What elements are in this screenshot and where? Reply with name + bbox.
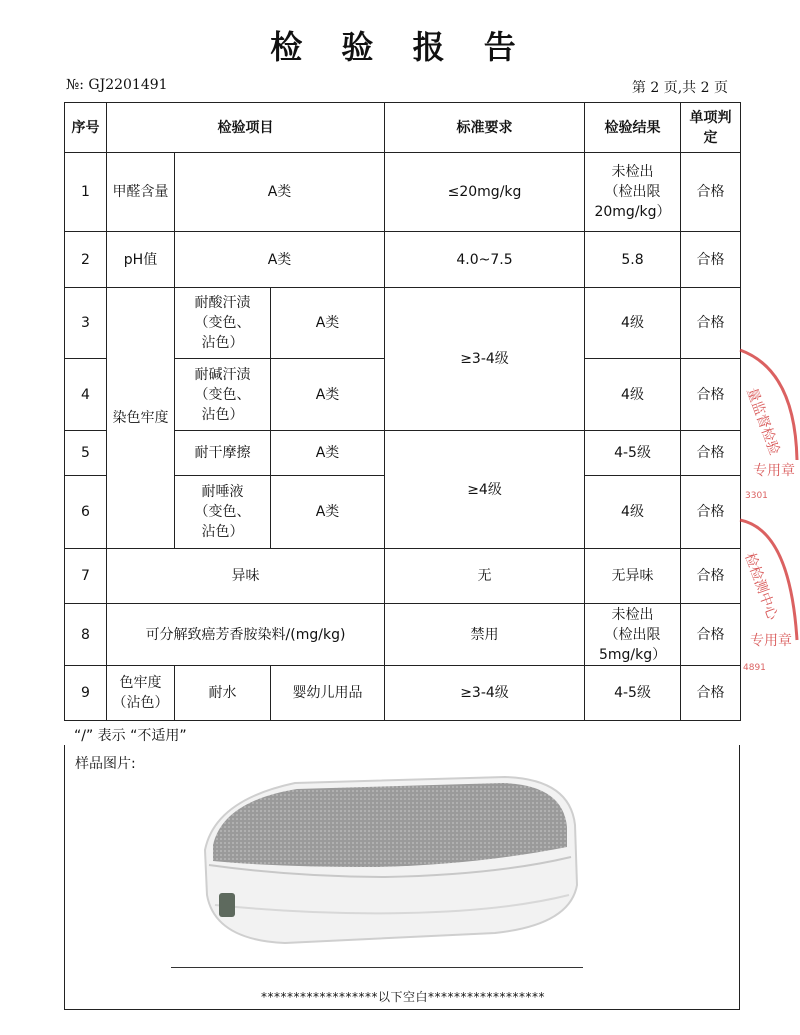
row-result <box>585 604 681 666</box>
end-marker: ******************以下空白****************** <box>260 990 545 1004</box>
row-class: A类 <box>271 359 385 431</box>
table-row <box>65 549 741 604</box>
table-row <box>65 232 741 288</box>
row-no: 7 <box>65 549 107 604</box>
inspection-table <box>64 102 741 721</box>
subitem-line: 沾色） <box>201 524 244 540</box>
result-line: 5mg/kg） <box>598 646 667 663</box>
group-colorfastness: 染色牢度 <box>107 288 175 549</box>
row-subitem: 耐干摩擦 <box>175 431 271 476</box>
row-item <box>107 666 175 721</box>
table-row <box>65 666 741 721</box>
row-result: 4级 <box>585 359 681 431</box>
result-line: 未检出 <box>611 606 654 623</box>
page-info: 第 2 页,共 2 页 <box>631 80 728 96</box>
row-verdict: 合格 <box>681 604 741 666</box>
row-no: 4 <box>65 359 107 431</box>
row-requirement: ≥4级 <box>385 431 585 549</box>
svg-text:3301: 3301 <box>745 491 768 501</box>
svg-text:专用章: 专用章 <box>753 463 795 479</box>
row-subitem <box>175 288 271 359</box>
row-requirement: 无 <box>385 549 585 604</box>
row-result: 4-5级 <box>585 431 681 476</box>
row-verdict: 合格 <box>681 288 741 359</box>
row-requirement: ≥3-4级 <box>385 288 585 431</box>
row-result: 5.8 <box>585 232 681 288</box>
subitem-line: 耐碱汗渍 <box>194 366 251 383</box>
result-line: 未检出 <box>611 164 654 180</box>
sample-label: 样品图片: <box>75 756 136 772</box>
header-verdict: 单项判定 <box>681 103 741 153</box>
subitem-line: （变色、 <box>194 386 251 403</box>
item-line: 色牢度 <box>119 675 162 691</box>
row-verdict: 合格 <box>681 666 741 721</box>
svg-text:4891: 4891 <box>743 663 766 673</box>
row-no: 1 <box>65 153 107 232</box>
result-line: （检出限 <box>604 184 661 200</box>
header-result: 检验结果 <box>585 103 681 153</box>
row-item: 甲醛含量 <box>107 153 175 232</box>
row-no: 5 <box>65 431 107 476</box>
row-no: 8 <box>65 604 107 666</box>
svg-text:量监督检验: 量监督检验 <box>743 385 783 458</box>
signature-line <box>171 967 583 968</box>
subitem-line: （变色、 <box>194 504 251 520</box>
pillow-image <box>175 765 595 955</box>
row-verdict: 合格 <box>681 549 741 604</box>
result-line: （检出限 <box>604 626 661 643</box>
subitem-line: 沾色） <box>201 406 244 423</box>
row-requirement: 4.0~7.5 <box>385 232 585 288</box>
svg-text:专用章: 专用章 <box>750 633 792 649</box>
row-item: 异味 <box>107 549 385 604</box>
official-seal-partial <box>735 340 800 700</box>
header-requirement: 标准要求 <box>385 103 585 153</box>
row-no: 6 <box>65 476 107 549</box>
row-no: 2 <box>65 232 107 288</box>
row-result: 4-5级 <box>585 666 681 721</box>
row-result: 4级 <box>585 288 681 359</box>
row-subitem <box>175 359 271 431</box>
svg-text:检检测中心: 检检测中心 <box>741 550 781 623</box>
note-text: “/” 表示 “不适用” <box>74 728 187 744</box>
subitem-line: 耐酸汗渍 <box>194 295 251 311</box>
row-result: 4级 <box>585 476 681 549</box>
row-class: A类 <box>175 232 385 288</box>
row-requirement: ≥3-4级 <box>385 666 585 721</box>
row-item: pH值 <box>107 232 175 288</box>
row-class: A类 <box>175 153 385 232</box>
row-class: A类 <box>271 476 385 549</box>
table-row <box>65 604 741 666</box>
subitem-line: （变色、 <box>194 315 251 331</box>
row-class: A类 <box>271 288 385 359</box>
row-verdict: 合格 <box>681 153 741 232</box>
table-row <box>65 288 741 359</box>
row-result: 无异味 <box>585 549 681 604</box>
header-no: 序号 <box>65 103 107 153</box>
header-item: 检验项目 <box>107 103 385 153</box>
subitem-line: 耐唾液 <box>201 484 244 500</box>
sample-section <box>64 745 740 1010</box>
row-verdict: 合格 <box>681 431 741 476</box>
table-row <box>65 153 741 232</box>
result-line: 20mg/kg） <box>594 204 671 220</box>
row-class: 婴幼儿用品 <box>271 666 385 721</box>
report-number: №: GJ2201491 <box>66 77 168 93</box>
row-verdict: 合格 <box>681 232 741 288</box>
item-line: （沾色） <box>112 695 169 711</box>
row-verdict: 合格 <box>681 476 741 549</box>
table-header-row <box>65 103 741 153</box>
row-requirement: 禁用 <box>385 604 585 666</box>
row-verdict: 合格 <box>681 359 741 431</box>
row-requirement: ≤20mg/kg <box>385 153 585 232</box>
row-result <box>585 153 681 232</box>
row-class: A类 <box>271 431 385 476</box>
row-subitem: 耐水 <box>175 666 271 721</box>
report-title: 检 验 报 告 <box>270 28 530 66</box>
row-item: 可分解致癌芳香胺染料/(mg/kg) <box>107 604 385 666</box>
row-no: 3 <box>65 288 107 359</box>
row-no: 9 <box>65 666 107 721</box>
subitem-line: 沾色） <box>201 335 244 351</box>
row-subitem <box>175 476 271 549</box>
